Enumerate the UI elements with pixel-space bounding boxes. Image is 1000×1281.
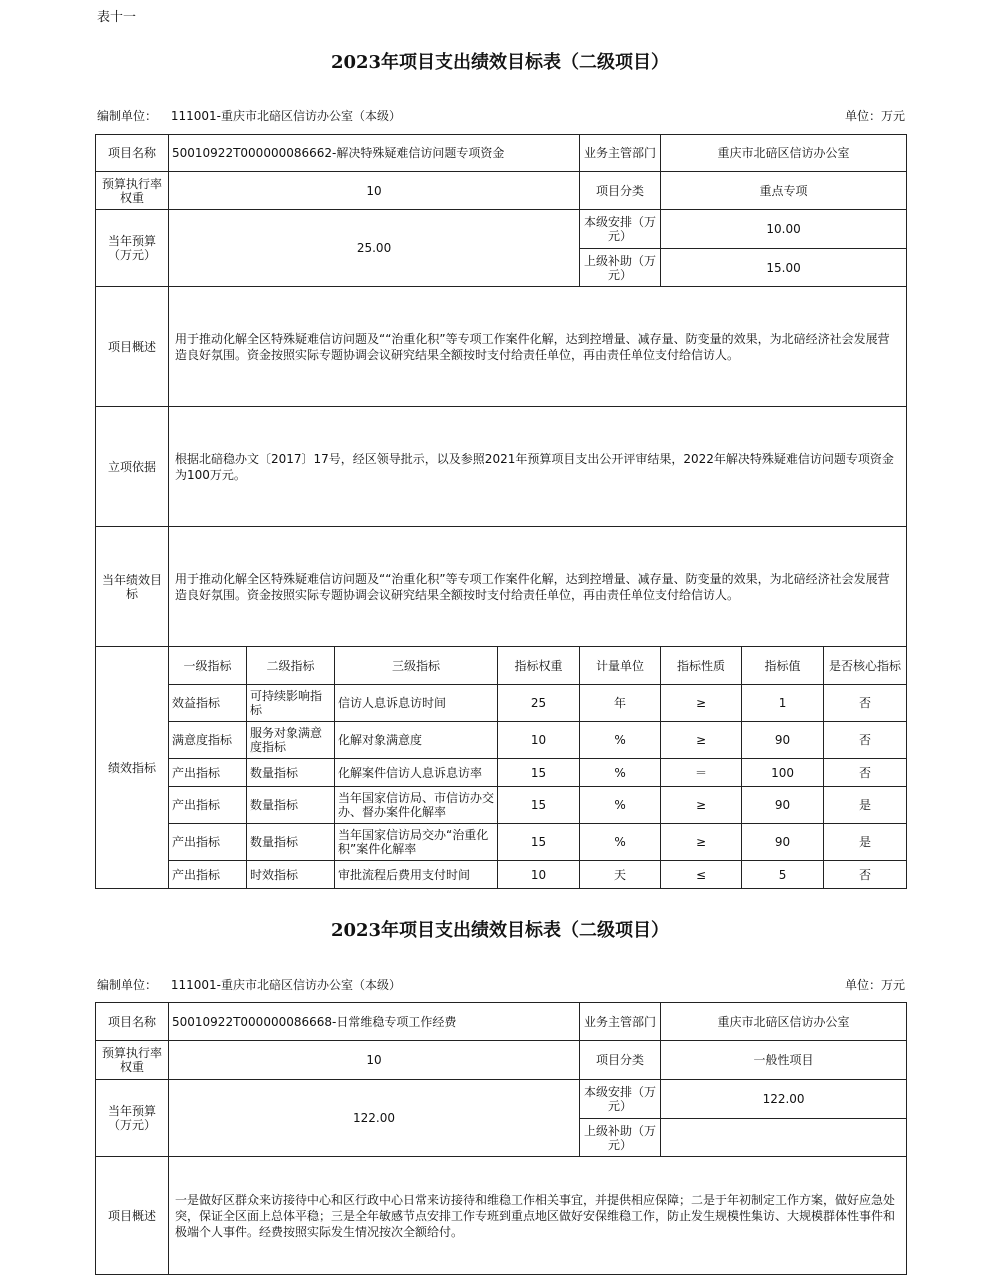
indicator-cell: ≤ — [661, 861, 742, 889]
local-value: 122.00 — [661, 1080, 907, 1119]
indicator-row — [96, 787, 907, 824]
indicator-header: 是否核心指标 — [824, 647, 907, 685]
indicator-cell: 否 — [824, 722, 907, 759]
indicator-cell: 否 — [824, 759, 907, 787]
budget-value: 122.00 — [169, 1080, 580, 1157]
indicator-cell: 可持续影响指标 — [247, 685, 335, 722]
indicator-cell: % — [580, 824, 661, 861]
indicator-header: 一级指标 — [169, 647, 247, 685]
local-label: 本级安排（万元） — [580, 1080, 661, 1119]
indicator-cell: 天 — [580, 861, 661, 889]
indicator-header: 指标性质 — [661, 647, 742, 685]
indicator-row — [96, 685, 907, 722]
upper-value: 15.00 — [661, 249, 907, 287]
overview-label: 项目概述 — [96, 287, 169, 407]
weight-value: 10 — [169, 1041, 580, 1080]
org-label: 编制单位： — [97, 109, 158, 123]
indicator-cell: 90 — [742, 824, 824, 861]
indicator-cell: 当年国家信访局交办“治重化积”案件化解率 — [335, 824, 498, 861]
indicator-cell: 10 — [498, 722, 580, 759]
project-name-value: 50010922T000000086662-解决特殊疑难信访问题专项资金 — [169, 135, 580, 172]
indicator-cell: 25 — [498, 685, 580, 722]
indicator-cell: ≥ — [661, 722, 742, 759]
overview-text: 用于推动化解全区特殊疑难信访问题及““治重化积”等专项工作案件化解，达到控增量、减存量、防变量的效果，为北碚经济社会发展营造良好氛围。资金按照实际专题协调会议研究结果全额按时支付给责任单位，再由责任单位支付给信访人。 — [169, 287, 907, 407]
upper-value — [661, 1119, 907, 1157]
indicator-cell: 90 — [742, 722, 824, 759]
indicator-cell: 化解案件信访人息诉息访率 — [335, 759, 498, 787]
dept-value: 重庆市北碚区信访办公室 — [661, 135, 907, 172]
basis-text: 根据北碚稳办文〔2017〕17号，经区领导批示，以及参照2021年预算项目支出公开评审结果，2022年解决特殊疑难信访问题专项资金为100万元。 — [169, 407, 907, 527]
indicator-cell: 效益指标 — [169, 685, 247, 722]
indicator-cell: 15 — [498, 824, 580, 861]
indicator-cell: % — [580, 722, 661, 759]
org-value: 111001-重庆市北碚区信访办公室（本级） — [170, 978, 401, 992]
indicator-cell: 否 — [824, 861, 907, 889]
indicator-cell: 数量指标 — [247, 787, 335, 824]
indicator-cell: ≥ — [661, 685, 742, 722]
document-tag: 表十一 — [97, 10, 137, 25]
table2-meta — [97, 976, 905, 993]
indicator-cell: ≥ — [661, 787, 742, 824]
goal-text: 用于推动化解全区特殊疑难信访问题及““治重化积”等专项工作案件化解，达到控增量、减存量、防变量的效果，为北碚经济社会发展营造良好氛围。资金按照实际专题协调会议研究结果全额按时支付给责任单位，再由责任单位支付给信访人。 — [169, 527, 907, 647]
unit-label: 单位：万元 — [844, 109, 905, 123]
indicator-header: 二级指标 — [247, 647, 335, 685]
indicator-cell: 产出指标 — [169, 787, 247, 824]
local-label: 本级安排（万元） — [580, 210, 661, 249]
category-label: 项目分类 — [580, 1041, 661, 1080]
indicator-cell: 100 — [742, 759, 824, 787]
table1 — [95, 134, 907, 889]
weight-label: 预算执行率权重 — [96, 1041, 169, 1080]
indicator-cell: 产出指标 — [169, 759, 247, 787]
indicator-cell: 服务对象满意度指标 — [247, 722, 335, 759]
project-name-label: 项目名称 — [96, 1003, 169, 1041]
indicator-cell: 产出指标 — [169, 861, 247, 889]
category-value: 重点专项 — [661, 172, 907, 210]
indicator-cell: ＝ — [661, 759, 742, 787]
upper-label: 上级补助（万元） — [580, 249, 661, 287]
indicator-cell: 是 — [824, 824, 907, 861]
indicator-label: 绩效指标 — [96, 647, 169, 889]
table2-title: 2023年项目支出绩效目标表（二级项目） — [330, 920, 670, 941]
indicator-row — [96, 759, 907, 787]
org-value: 111001-重庆市北碚区信访办公室（本级） — [170, 109, 401, 123]
indicator-cell: % — [580, 759, 661, 787]
category-value: 一般性项目 — [661, 1041, 907, 1080]
indicator-row — [96, 824, 907, 861]
dept-label: 业务主管部门 — [580, 1003, 661, 1041]
project-name-value: 50010922T000000086668-日常维稳专项工作经费 — [169, 1003, 580, 1041]
indicator-cell: 15 — [498, 787, 580, 824]
table1-title: 2023年项目支出绩效目标表（二级项目） — [330, 52, 670, 73]
indicator-cell: 信访人息诉息访时间 — [335, 685, 498, 722]
weight-label: 预算执行率权重 — [96, 172, 169, 210]
indicator-cell: 化解对象满意度 — [335, 722, 498, 759]
indicator-cell: ≥ — [661, 824, 742, 861]
indicator-cell: 年 — [580, 685, 661, 722]
indicator-cell: 数量指标 — [247, 759, 335, 787]
indicator-cell: % — [580, 787, 661, 824]
indicator-cell: 10 — [498, 861, 580, 889]
indicator-cell: 数量指标 — [247, 824, 335, 861]
indicator-header: 指标权重 — [498, 647, 580, 685]
overview-text: 一是做好区群众来访接待中心和区行政中心日常来访接待和维稳工作相关事宜，并提供相应保障；二是于年初制定工作方案，做好应急处突，保证全区面上总体平稳；三是全年敏感节点安排工作专班到重点地区做好安保维稳工作，防止发生规模性集访、大规模群体性事件和极端个人事件。经费按照实际发生情况按次全额给付。 — [169, 1157, 907, 1275]
indicator-row — [96, 722, 907, 759]
indicator-cell: 90 — [742, 787, 824, 824]
local-value: 10.00 — [661, 210, 907, 249]
indicator-cell: 否 — [824, 685, 907, 722]
indicator-cell: 5 — [742, 861, 824, 889]
dept-value: 重庆市北碚区信访办公室 — [661, 1003, 907, 1041]
indicator-cell: 产出指标 — [169, 824, 247, 861]
table1-meta — [97, 107, 905, 124]
budget-value: 25.00 — [169, 210, 580, 287]
basis-label: 立项依据 — [96, 407, 169, 527]
indicator-cell: 审批流程后费用支付时间 — [335, 861, 498, 889]
dept-label: 业务主管部门 — [580, 135, 661, 172]
indicator-cell: 是 — [824, 787, 907, 824]
budget-label: 当年预算（万元） — [96, 210, 169, 287]
indicator-cell: 时效指标 — [247, 861, 335, 889]
indicator-header: 计量单位 — [580, 647, 661, 685]
org-label: 编制单位： — [97, 978, 158, 992]
indicator-cell: 15 — [498, 759, 580, 787]
overview-label: 项目概述 — [96, 1157, 169, 1275]
indicator-header: 指标值 — [742, 647, 824, 685]
unit-label: 单位：万元 — [844, 978, 905, 992]
table2 — [95, 1002, 907, 1275]
project-name-label: 项目名称 — [96, 135, 169, 172]
indicator-row — [96, 861, 907, 889]
budget-label: 当年预算（万元） — [96, 1080, 169, 1157]
indicator-cell: 1 — [742, 685, 824, 722]
indicator-cell: 满意度指标 — [169, 722, 247, 759]
upper-label: 上级补助（万元） — [580, 1119, 661, 1157]
goal-label: 当年绩效目标 — [96, 527, 169, 647]
weight-value: 10 — [169, 172, 580, 210]
category-label: 项目分类 — [580, 172, 661, 210]
indicator-header: 三级指标 — [335, 647, 498, 685]
indicator-cell: 当年国家信访局、市信访办交办、督办案件化解率 — [335, 787, 498, 824]
